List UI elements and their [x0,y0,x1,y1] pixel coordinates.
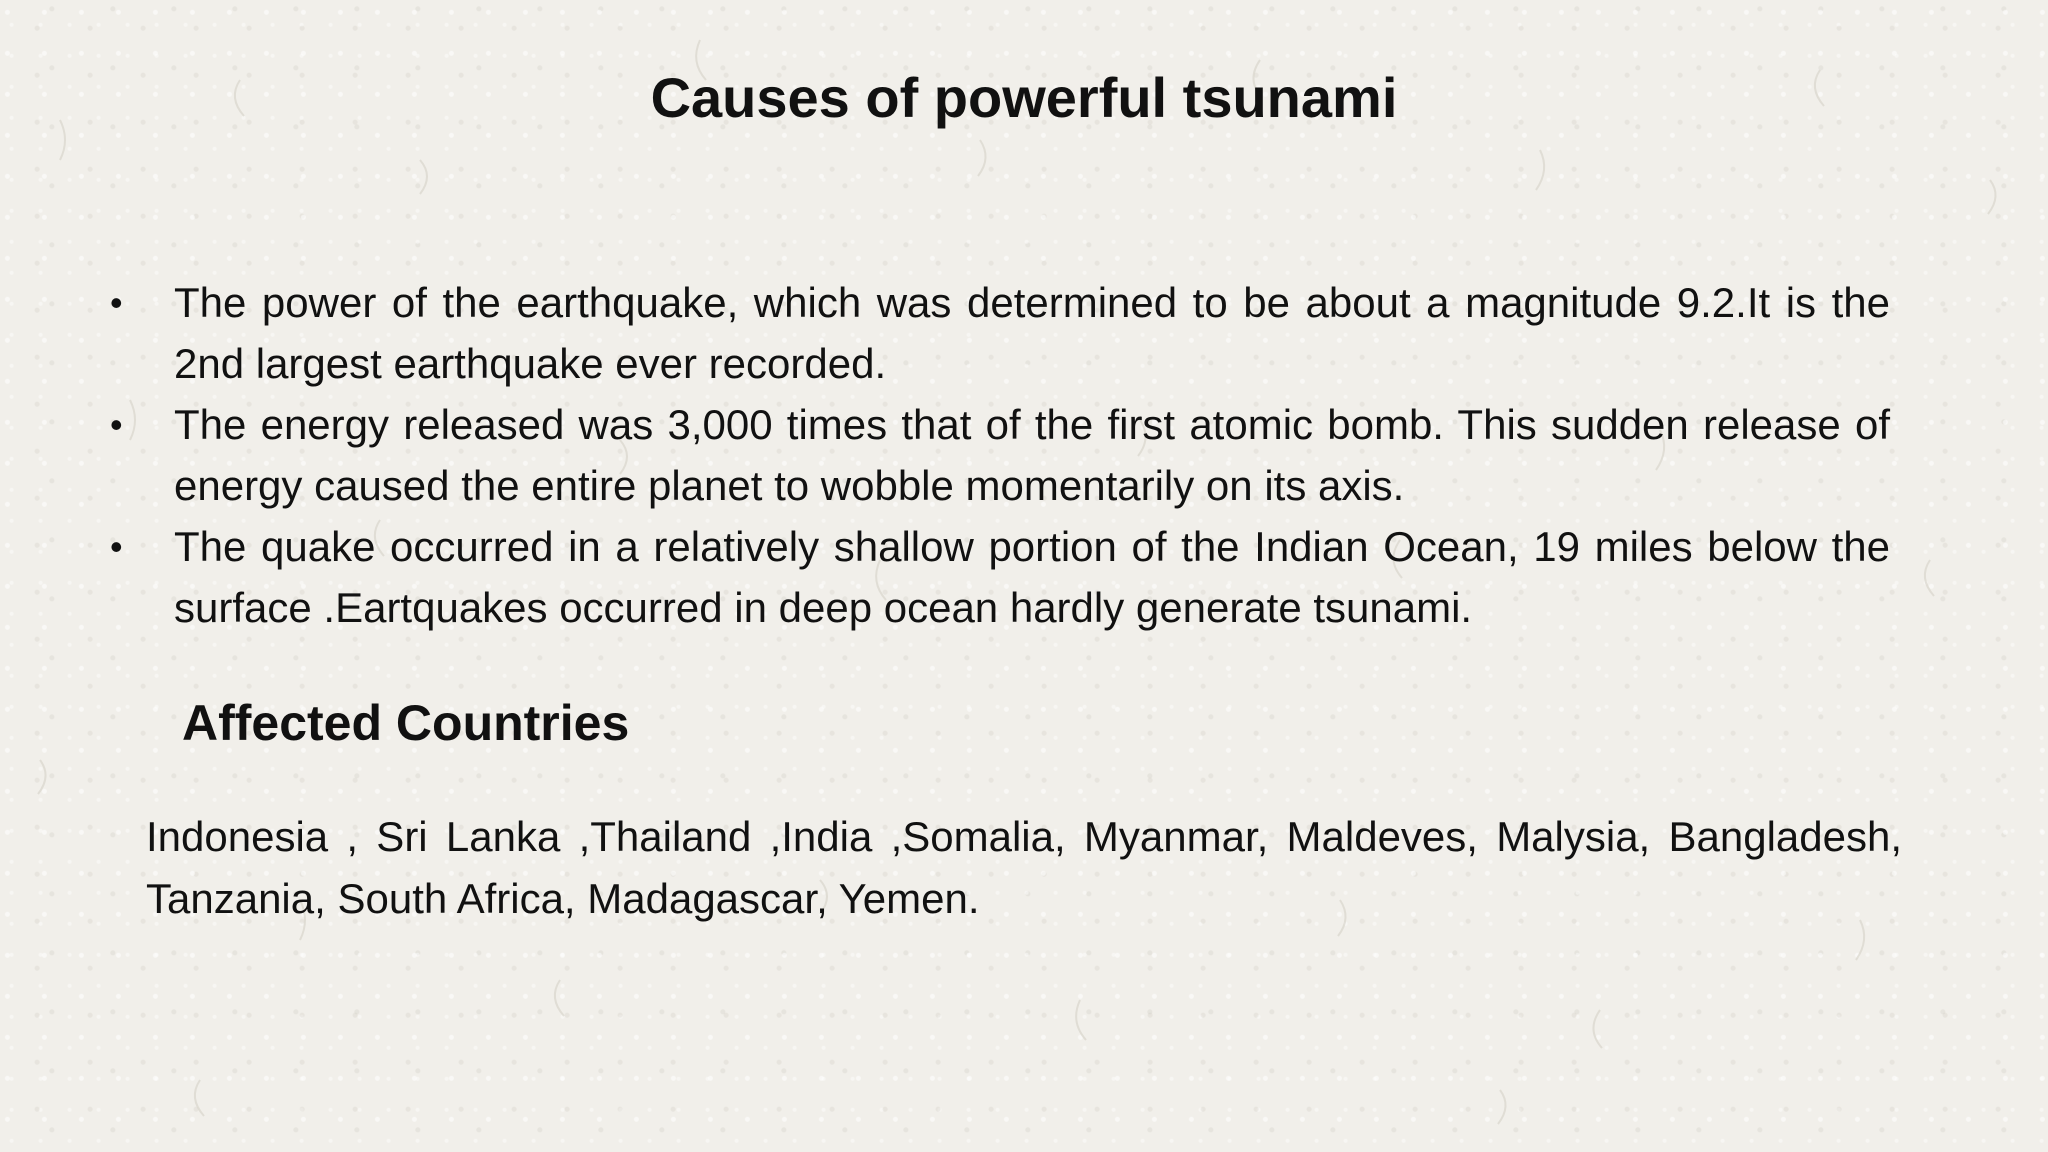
bullet-item [110,516,1890,638]
bullet-icon: • [110,526,123,567]
bullet-icon: • [110,282,123,323]
slide-title: Causes of powerful tsunami [650,66,1398,129]
affected-countries-heading: Affected Countries [182,695,630,751]
bullet-text: The power of the earthquake, which was determined to be about a magnitude 9.2.It is the 2nd largest earthquake ever recorded. [174,279,1890,387]
bullet-text: The quake occurred in a relatively shallow portion of the Indian Ocean, 19 miles below the surface .Eartquakes occurred in deep ocean hardly generate tsunami. [174,523,1890,631]
bullet-item [110,394,1890,516]
bullet-list [110,272,1890,638]
bullet-text: The energy released was 3,000 times that of the first atomic bomb. This sudden release of energy caused the entire planet to wobble momentarily on its axis. [174,401,1890,509]
affected-countries-text: Indonesia , Sri Lanka ,Thailand ,India ,Somalia, Myanmar, Maldeves, Malysia, Bangladesh, Tanzania, South Africa, Madagascar, Yemen. [146,813,1902,922]
bullet-icon: • [110,404,123,445]
bullet-item [110,272,1890,394]
